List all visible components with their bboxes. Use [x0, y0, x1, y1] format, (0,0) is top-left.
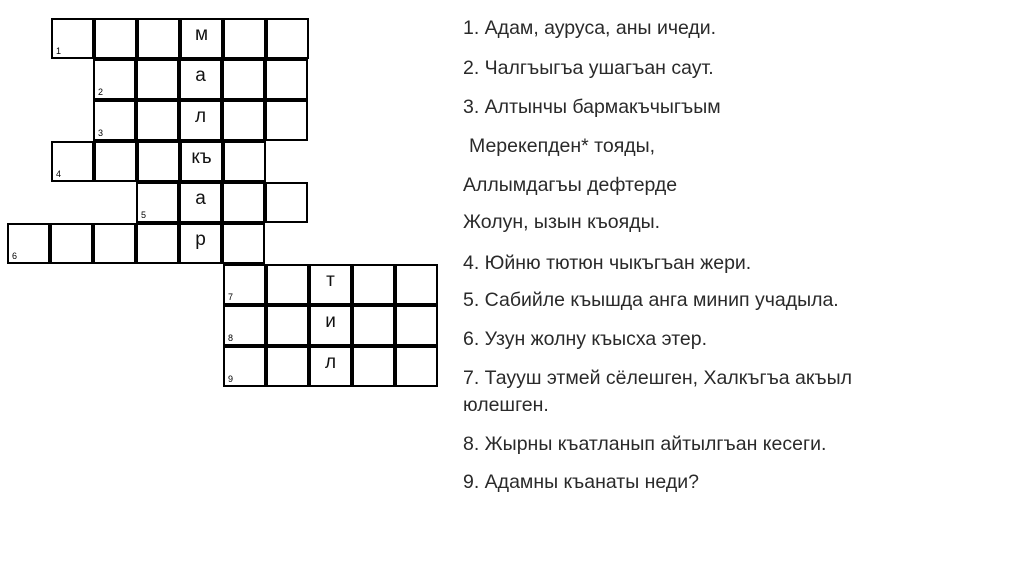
clue-number: 9: [228, 374, 234, 384]
crossword-cell: [222, 100, 265, 141]
cell-letter: а: [195, 65, 206, 86]
crossword-cell: [222, 223, 265, 264]
crossword-cell: [265, 100, 308, 141]
cell-letter: а: [195, 188, 206, 209]
crossword-cell: [265, 59, 308, 100]
crossword-cell: [136, 223, 179, 264]
cell-letter: къ: [191, 147, 212, 168]
crossword-cell: [93, 59, 136, 100]
clue-number: 1: [56, 46, 62, 56]
clue-7-line-1: 7. Таууш этмей сёлешген, Халкъгъа акъыл: [463, 367, 852, 389]
crossword-cell: [309, 264, 352, 305]
crossword-cell: [94, 18, 137, 59]
crossword-cell: [223, 18, 266, 59]
clue-3-line-1: 3. Алтынчы бармакъчыгъым: [463, 96, 721, 118]
cell-letter: и: [325, 311, 336, 332]
crossword-cell: [179, 223, 222, 264]
clue-number: 6: [12, 251, 18, 261]
crossword-cell: [265, 182, 308, 223]
crossword-cell: [50, 223, 93, 264]
crossword-cell: [136, 182, 179, 223]
cell-letter: м: [194, 24, 209, 45]
crossword-grid: [0, 0, 450, 400]
crossword-cell: [93, 223, 136, 264]
crossword-cell: [7, 223, 50, 264]
crossword-cell: [179, 59, 222, 100]
crossword-cell: [94, 141, 137, 182]
crossword-cell: [395, 305, 438, 346]
crossword-cell: [352, 305, 395, 346]
crossword-cell: [223, 264, 266, 305]
clue-number: 2: [98, 87, 104, 97]
crossword-cell: [51, 18, 94, 59]
crossword-cell: [309, 305, 352, 346]
clue-5: 5. Сабийле къышда анга минип учадыла.: [463, 289, 839, 311]
crossword-cell: [309, 346, 352, 387]
crossword-cell: [137, 18, 180, 59]
crossword-cell: [179, 182, 222, 223]
crossword-cell: [179, 100, 222, 141]
crossword-cell: [352, 346, 395, 387]
clue-7-line-2: юлешген.: [463, 394, 549, 416]
clue-2: 2. Чалгъыгъа ушагъан саут.: [463, 57, 714, 79]
clue-3-line-2: Мерекепден* тояды,: [469, 135, 656, 157]
crossword-cell: [180, 18, 223, 59]
clue-1: 1. Адам, ауруса, аны ичеди.: [463, 17, 717, 39]
crossword-cell: [223, 305, 266, 346]
crossword-cell: [266, 264, 309, 305]
crossword-cell: [222, 182, 265, 223]
clue-number: 8: [228, 333, 234, 343]
crossword-cell: [266, 18, 309, 59]
clue-number: 7: [228, 292, 234, 302]
crossword-cell: [137, 141, 180, 182]
clue-3-line-4: Жолун, ызын къояды.: [463, 211, 661, 233]
crossword-cell: [266, 305, 309, 346]
crossword-cell: [395, 346, 438, 387]
clue-4: 4. Юйню тютюн чыкъгъан жери.: [463, 252, 752, 274]
crossword-cell: [223, 346, 266, 387]
crossword-cell: [395, 264, 438, 305]
crossword-cell: [222, 59, 265, 100]
cell-letter: л: [324, 352, 337, 373]
clue-8: 8. Жырны къатланып айтылгъан кесеги.: [463, 433, 827, 455]
clue-number: 4: [56, 169, 62, 179]
crossword-cell: [266, 346, 309, 387]
cell-letter: р: [195, 229, 206, 250]
crossword-cell: [223, 141, 266, 182]
crossword-cell: [51, 141, 94, 182]
clue-6: 6. Узун жолну къысха этер.: [463, 328, 708, 350]
crossword-cell: [136, 59, 179, 100]
clue-number: 3: [98, 128, 104, 138]
crossword-cell: [180, 141, 223, 182]
clue-number: 5: [141, 210, 147, 220]
crossword-cell: [352, 264, 395, 305]
clue-9: 9. Адамны къанаты неди?: [463, 471, 699, 493]
clue-3-line-3: Аллымдагъы дефтерде: [463, 174, 678, 196]
cell-letter: л: [194, 106, 207, 127]
crossword-cell: [93, 100, 136, 141]
crossword-cell: [136, 100, 179, 141]
cell-letter: т: [326, 270, 335, 291]
